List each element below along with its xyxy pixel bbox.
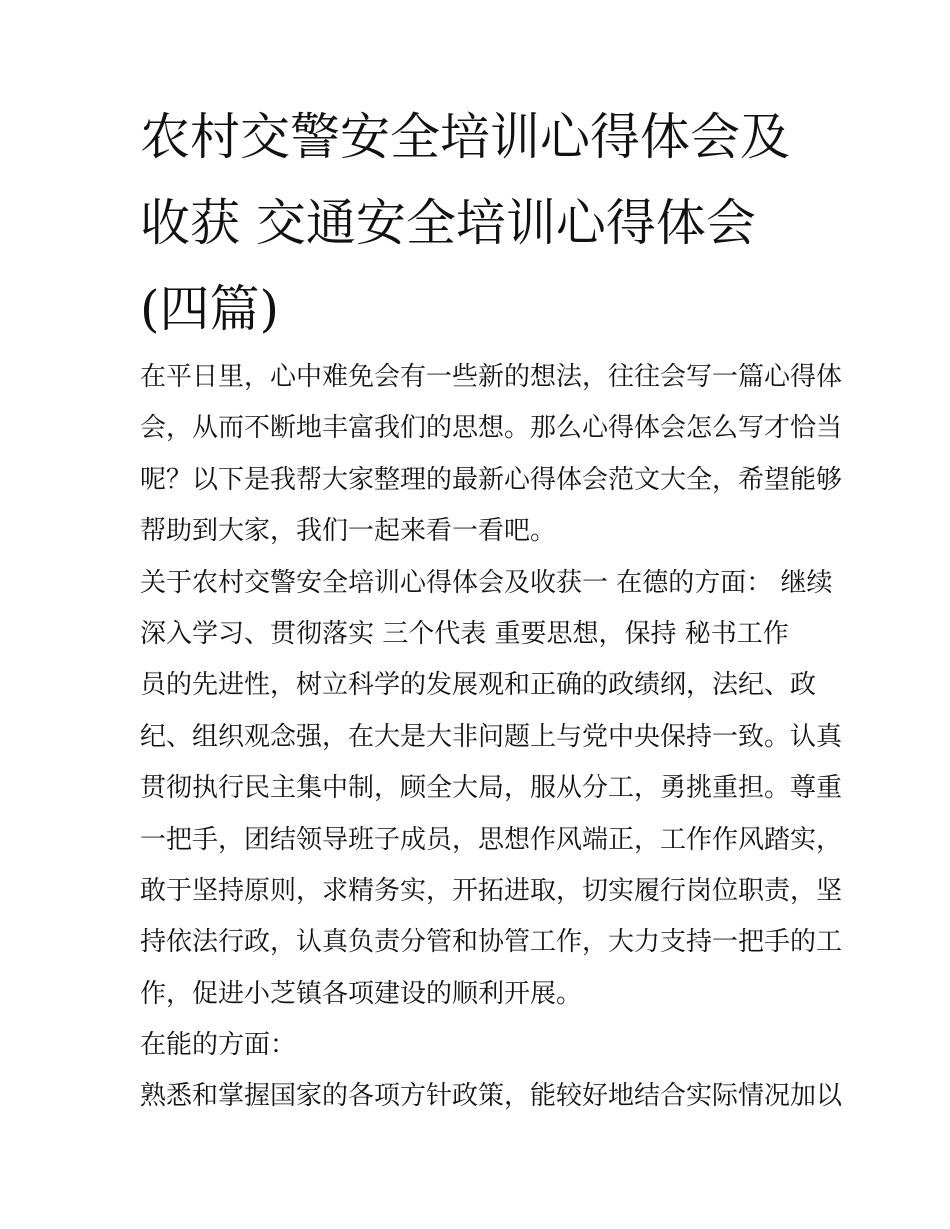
body-line: 会，从而不断地丰富我们的思想。那么心得体会怎么写才恰当 — [140, 413, 843, 444]
body-line: 贯彻执行民主集中制，顾全大局，服从分工，勇挑重担。尊重 — [140, 773, 843, 804]
body-line: 作，促进小芝镇各项建设的顺利开展。 — [140, 978, 583, 1009]
body-line: 关于农村交警安全培训心得体会及收获一 在德的方面： 继续 — [140, 567, 833, 598]
body-line: 呢？以下是我帮大家整理的最新心得体会范文大全，希望能够 — [140, 464, 843, 495]
document-title — [140, 108, 820, 370]
body-line: 持依法行政，认真负责分管和协管工作，大力支持一把手的工 — [140, 927, 843, 958]
body-line: 在平日里，心中难免会有一些新的想法，往往会写一篇心得体 — [140, 362, 843, 392]
body-line: 一把手，团结领导班子成员，思想作风端正，工作作风踏实， — [140, 824, 843, 855]
title-line: 农村交警安全培训心得体会及 — [140, 108, 790, 166]
title-line: (四篇) — [140, 280, 280, 338]
body-line: 纪、组织观念强，在大是大非问题上与党中央保持一致。认真 — [140, 721, 843, 752]
body-line: 熟悉和掌握国家的各项方针政策，能较好地结合实际情况加以 — [140, 1081, 843, 1112]
body-line: 深入学习、贯彻落实 三个代表 重要思想，保持 秘书工作 — [140, 618, 789, 649]
body-line: 员的先进性，树立科学的发展观和正确的政绩纲，法纪、政 — [140, 670, 817, 701]
document-body — [140, 362, 843, 1135]
body-line: 在能的方面： — [140, 1030, 297, 1061]
body-line: 敢于坚持原则，求精务实，开拓进取，切实履行岗位职责，坚 — [140, 875, 843, 906]
title-line: 收获 交通安全培训心得体会 — [140, 194, 756, 252]
body-line: 帮助到大家，我们一起来看一看吧。 — [140, 516, 557, 547]
